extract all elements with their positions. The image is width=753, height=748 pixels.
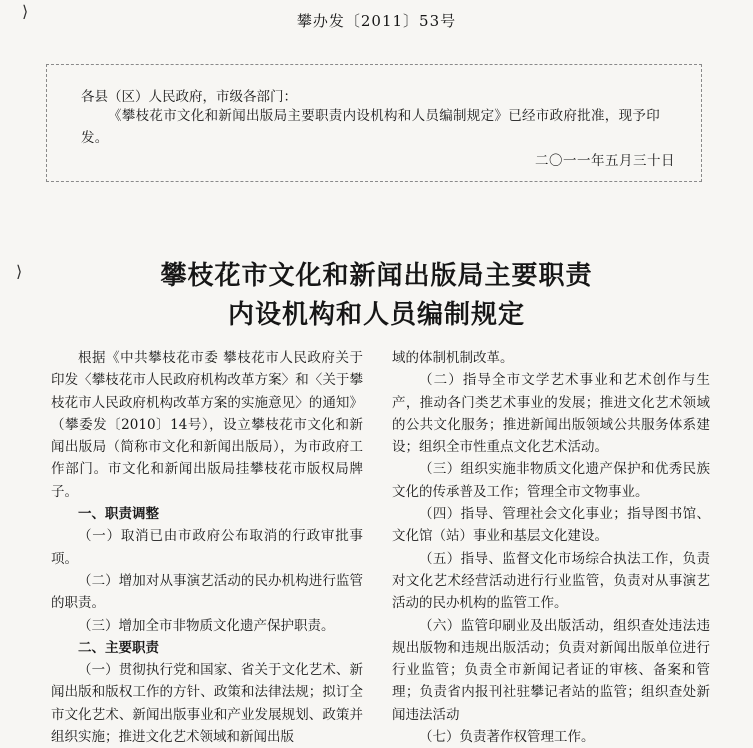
section-heading: 二、主要职责 bbox=[78, 639, 159, 656]
document-title-line2: 内设机构和人员编制规定 bbox=[227, 300, 525, 330]
right-column bbox=[392, 347, 710, 748]
paragraph: （七）负责著作权管理工作。 bbox=[419, 729, 595, 746]
notice-box bbox=[46, 64, 702, 182]
left-column bbox=[51, 347, 363, 748]
notice-date: 二〇一一年五月三十日 bbox=[535, 153, 675, 169]
paragraph: （一）贯彻执行党和国家、省关于文化艺术、新闻出版和版权工作的方针、政策和法律法规；拟订全市文化艺术、新闻出版事业和产业发展规划、政策并组织实施；推进文化艺术领域和新闻出版 bbox=[51, 662, 363, 746]
document-title-line1: 攀枝花市文化和新闻出版局主要职责 bbox=[160, 261, 593, 291]
paragraph: （四）指导、管理社会文化事业；指导图书馆、文化馆（站）事业和基层文化建设。 bbox=[392, 506, 710, 545]
notice-addressee: 各县（区）人民政府，市级各部门： bbox=[81, 89, 297, 105]
binding-mark-middle: ⟩ bbox=[16, 262, 23, 281]
paragraph: 域的体制机制改革。 bbox=[392, 350, 514, 366]
paragraph: （五）指导、监督文化市场综合执法工作，负责对文化艺术经营活动进行行业监管，负责对从事演艺活动的民办机构的监管工作。 bbox=[392, 550, 710, 612]
paragraph: 根据《中共攀枝花市委 攀枝花市人民政府关于印发〈攀枝花市人民政府机构改革方案〉和〈关于攀枝花市人民政府机构改革方案的实施意见〉的通知》（攀委发〔2010〕14号），设立攀枝花市文化和新闻出版局（简称市文化和新闻出版局），为市政府工作部门。市文化和新闻出版局挂攀枝花市版权局牌子。 bbox=[51, 350, 363, 500]
paragraph: （三）增加全市非物质文化遗产保护职责。 bbox=[78, 617, 335, 634]
paragraph: （三）组织实施非物质文化遗产保护和优秀民族文化的传承普及工作；管理全市文物事业。 bbox=[392, 461, 710, 500]
paragraph: （一）取消已由市政府公布取消的行政审批事项。 bbox=[51, 528, 363, 567]
paragraph: （六）监管印刷业及出版活动，组织查处违法违规出版物和违规出版活动；负责对新闻出版单位进行行业监管；负责全市新闻记者证的审核、备案和管理；负责省内报刊社驻攀记者站的监管；组织查处新闻违法活动 bbox=[392, 617, 710, 723]
paragraph: （二）指导全市文学艺术事业和艺术创作与生产，推动各门类艺术事业的发展；推进文化艺术领域的公共文化服务；推进新闻出版领域公共服务体系建设；组织全市性重点文化艺术活动。 bbox=[392, 372, 710, 456]
notice-body: 《攀枝花市文化和新闻出版局主要职责内设机构和人员编制规定》已经市政府批准，现予印发。 bbox=[81, 108, 660, 146]
section-heading: 一、职责调整 bbox=[78, 506, 159, 523]
document-number: 攀办发〔2011〕53号 bbox=[296, 12, 457, 30]
paragraph: （二）增加对从事演艺活动的民办机构进行监管的职责。 bbox=[51, 572, 363, 612]
binding-mark-top: ⟩ bbox=[22, 2, 29, 21]
